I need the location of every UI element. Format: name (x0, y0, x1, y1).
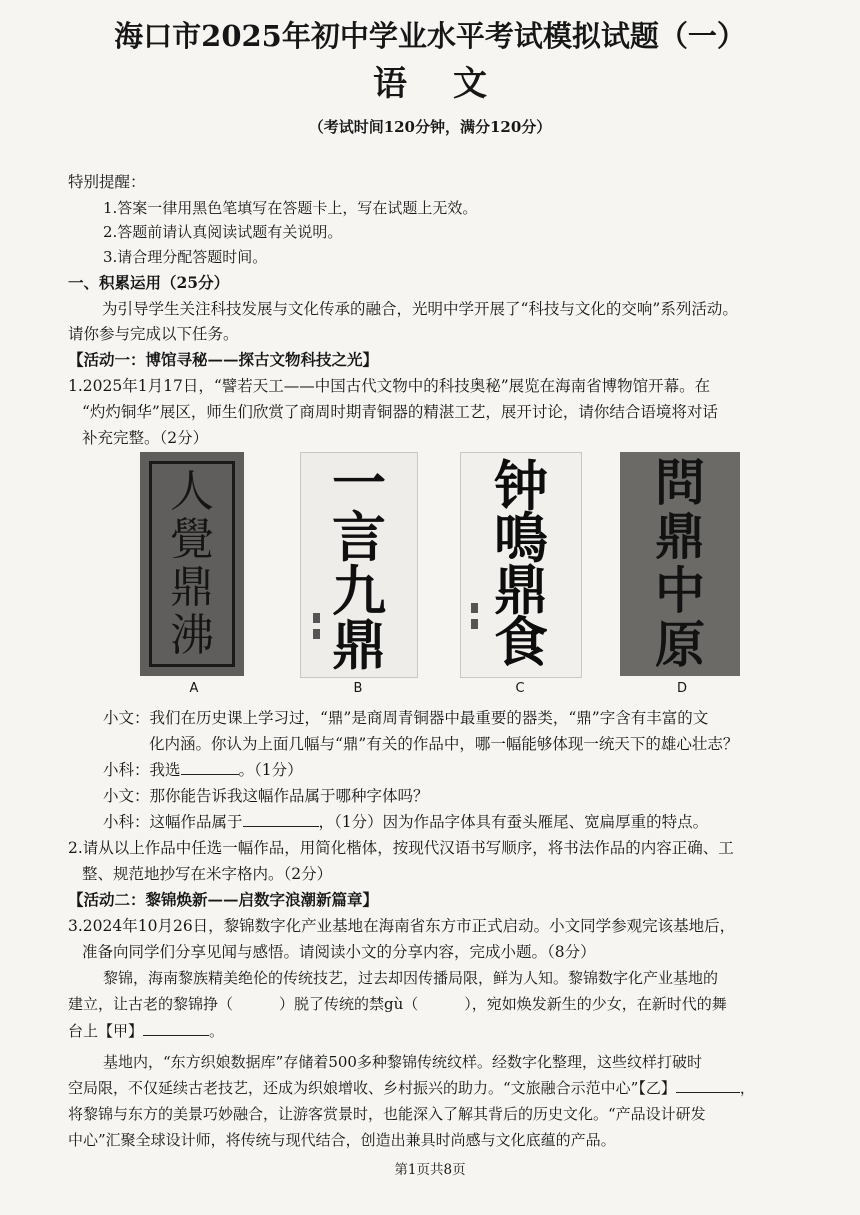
seal-stamp-icon (471, 603, 478, 613)
answer-blank[interactable] (143, 1021, 209, 1036)
passage-line: 中心”汇聚全球设计师，将传统与现代结合，创造出兼具时尚感与文化底蕴的产品。 (68, 1131, 616, 1149)
passage-text: 台上【甲】 (68, 1022, 144, 1040)
calligraphy-char: 一 (332, 452, 386, 515)
dialogue-text: 小科：这幅作品属于 (103, 813, 243, 831)
passage-line (68, 1078, 755, 1098)
question-3-text: 3.2024年10月26日，黎锦数字化产业基地在海南省东方市正式启动。小文同学参观完该基地后， (68, 917, 736, 935)
dialogue-text: 。（1分） (238, 761, 303, 779)
calligraphy-char: 食 (494, 611, 548, 674)
calligraphy-char: 九 (332, 560, 386, 623)
passage-text: 。 (209, 1022, 225, 1040)
answer-blank[interactable] (676, 1078, 740, 1093)
passage-line (68, 994, 727, 1014)
question-3-text: 准备向同学们分享见闻与感悟。请阅读小文的分享内容，完成小题。（8分） (82, 943, 596, 961)
exam-time-info: （考试时间120分钟，满分120分） (308, 118, 552, 136)
subject-title: 语文 (373, 64, 533, 104)
calligraphy-panel-b (300, 452, 418, 678)
exam-title: 海口市2025年初中学业水平考试模拟试题（一） (114, 19, 746, 53)
seal-stamp-icon (313, 629, 320, 639)
dialogue-line: 小文：我们在历史课上学习过，“鼎”是商周青铜器中最重要的器类，“鼎”字含有丰富的文 (103, 709, 709, 727)
question-2-text: 2.请从以上作品中任选一幅作品，用简化楷体，按现代汉语书写顺序，将书法作品的内容正确、工 (68, 839, 734, 857)
section-intro-line: 请你参与完成以下任务。 (68, 325, 239, 343)
calligraphy-char: 鳴 (494, 507, 548, 570)
calligraphy-char: 覺 (170, 514, 214, 565)
panel-label-a: A (189, 681, 199, 696)
calligraphy-char: 钟 (494, 455, 548, 518)
question-1-text: “灼灼铜华”展区，师生们欣赏了商周时期青铜器的精湛工艺，展开讨论，请你结合语境将对话 (82, 403, 718, 421)
dialogue-text: ，（1分）因为作品字体具有蚕头雁尾、宽扁厚重的特点。 (318, 813, 709, 831)
passage-line: 将黎锦与东方的美景巧妙融合，让游客赏景时，也能深入了解其背后的历史文化。“产品设计研发 (68, 1105, 706, 1123)
passage-text: 建立，让古老的黎锦挣（ (68, 995, 234, 1013)
calligraphy-char: 中 (655, 562, 705, 620)
passage-line: 基地内，“东方织娘数据库”存储着500多种黎锦传统纹样。经数字化整理，这些纹样打破时 (103, 1053, 702, 1071)
passage-text: ），宛如焕发新生的少女，在新时代的舞 (464, 995, 727, 1013)
reminder-item-2: 2.答题前请认真阅读试题有关说明。 (103, 223, 343, 241)
seal-stamp-icon (313, 613, 320, 623)
panel-label-c: C (515, 681, 525, 696)
panel-label-b: B (353, 681, 363, 696)
passage-text: ， (739, 1079, 755, 1097)
dialogue-text: 小科：我选 (103, 761, 181, 779)
section-intro-line: 为引导学生关注科技发展与文化传承的融合，光明中学开展了“科技与文化的交响”系列活动。 (102, 300, 738, 318)
calligraphy-char: 原 (655, 616, 705, 674)
calligraphy-char: 言 (332, 506, 386, 569)
calligraphy-char: 人 (170, 466, 214, 517)
answer-blank[interactable] (243, 812, 319, 827)
reminder-heading: 特别提醒： (68, 173, 146, 191)
panel-label-d: D (676, 681, 687, 696)
calligraphy-panel-a (140, 452, 244, 676)
dialogue-line: 小文：那你能告诉我这幅作品属于哪种字体吗？ (103, 787, 429, 805)
calligraphy-char: 問 (655, 454, 705, 512)
section-heading: 一、积累运用（25分） (68, 273, 230, 292)
calligraphy-char: 沸 (170, 610, 214, 661)
page-footer: 第1页共8页 (394, 1162, 466, 1178)
calligraphy-panel-d (620, 452, 740, 676)
dialogue-line (103, 760, 303, 780)
calligraphy-char: 鼎 (655, 508, 705, 566)
seal-stamp-icon (471, 619, 478, 629)
calligraphy-char: 鼎 (170, 562, 214, 613)
activity1-heading: 【活动一：博馆寻秘——探古文物科技之光】 (68, 350, 379, 369)
passage-line (68, 1021, 224, 1041)
passage-text: 空局限，不仅延续古老技艺，还成为织娘增收、乡村振兴的助力。“文旅融合示范中心”【乙】 (68, 1079, 676, 1097)
question-1-text: 1.2025年1月17日，“譬若天工——中国古代文物中的科技奥秘”展览在海南省博物馆开幕。在 (68, 377, 711, 395)
calligraphy-panel-c (460, 452, 582, 678)
reminder-item-1: 1.答案一律用黑色笔填写在答题卡上，写在试题上无效。 (103, 199, 478, 217)
question-1-text: 补充完整。（2分） (82, 429, 209, 447)
answer-blank[interactable] (181, 760, 239, 775)
calligraphy-char: 鼎 (332, 614, 386, 677)
passage-line: 黎锦，海南黎族精美绝伦的传统技艺，过去却因传播局限，鲜为人知。黎锦数字化产业基地的 (103, 969, 719, 987)
calligraphy-char: 鼎 (494, 559, 548, 622)
dialogue-line: 化内涵。你认为上面几幅与“鼎”有关的作品中，哪一幅能够体现一统天下的雄心壮志？ (149, 735, 739, 753)
dialogue-line (103, 812, 708, 832)
reminder-item-3: 3.请合理分配答题时间。 (103, 248, 268, 266)
passage-text: ）脱了传统的禁gù（ (279, 995, 419, 1013)
question-2-text: 整、规范地抄写在米字格内。（2分） (82, 865, 333, 883)
activity2-heading: 【活动二：黎锦焕新——启数字浪潮新篇章】 (68, 890, 379, 909)
